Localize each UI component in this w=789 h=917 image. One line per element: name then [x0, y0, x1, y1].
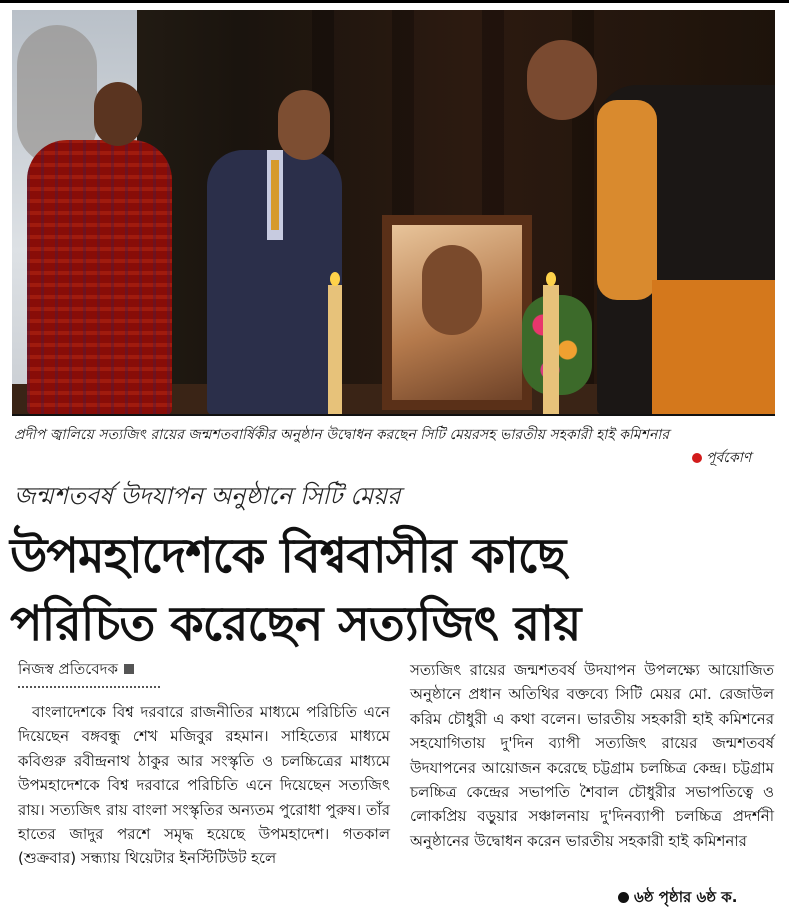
portrait-face — [422, 245, 482, 335]
article-column-right: সত্যজিৎ রায়ের জন্মশতবর্ষ উদযাপন উপলক্ষ্যে আয়োজিত অনুষ্ঠানে প্রধান অতিথির বক্তব্যে সিটি মেয়র মো. রেজাউল করিম চৌধুরী এ কথা বলেন। ভারতীয় সহকারী হাই কমিশনের সহযোগিতায় দু'দিন ব্যাপী সত্যজিৎ রায়ের জন্মশতবর্ষ উদযাপনের আয়োজন করেছে চট্টগ্রাম চলচ্চিত্র কেন্দ্র। চট্টগ্রাম চলচ্চিত্র কেন্দ্রের সভাপতি শৈবাল চৌধুরীর সভাপতিত্বে ও লোকপ্রিয় বড়ুয়ার সঞ্চালনায় দু'দিনব্যাপী চলচ্চিত্র প্রদর্শনী অনুষ্ঠানের উদ্বোধন করেন ভারতীয় সহকারী হাই কমিশনার — [410, 661, 774, 850]
continuation-marker — [618, 886, 737, 911]
person-center-tie — [271, 160, 279, 230]
bullet-icon — [618, 892, 629, 903]
person-right-sleeve — [597, 100, 657, 300]
photo-border — [12, 414, 775, 416]
photo-caption: প্রদীপ জ্বালিয়ে সত্যজিৎ রায়ের জন্মশতবার্ষিকীর অনুষ্ঠান উদ্বোধন করছেন সিটি মেয়রসহ ভারতীয় সহকারী হাই কমিশনার — [14, 427, 670, 443]
person-left-head — [94, 82, 142, 146]
person-right-kurta — [652, 280, 775, 414]
photo-credit-label: পূর্বকোণ — [706, 450, 752, 466]
candle-right — [543, 285, 559, 414]
byline — [18, 658, 134, 683]
kicker-headline: জন্মশতবর্ষ উদযাপন অনুষ্ঠানে সিটি মেয়র — [14, 482, 401, 510]
headline-line-2: পরিচিত করেছেন সত্যজিৎ রায় — [10, 596, 581, 652]
article-column-left: বাংলাদেশকে বিশ্ব দরবারে রাজনীতির মাধ্যমে পরিচিতি এনে দিয়েছেন বঙ্গবন্ধু শেখ মজিবুর রহমান। সাহিত্যের মাধ্যমে কবিগুরু রবীন্দ্রনাথ ঠাকুর আর সংস্কৃতি ও চলচ্চিত্রের মাধ্যমে উপমহাদেশকে বিশ্ব দরবারে পরিচিতি এনে দিয়েছেন সত্যজিৎ রায়। সত্যজিৎ রায় বাংলা সংস্কৃতির অন্যতম পুরোধা পুরুষ। তাঁর হাতের জাদুর পরশে সমৃদ্ধ হয়েছে উপমহাদেশ। গতকাল (শুক্রবার) সন্ধ্যায় থিয়েটার ইনস্টিটিউট হলে — [18, 703, 390, 868]
byline-text: নিজস্ব প্রতিবেদক — [18, 660, 119, 678]
person-center-head — [278, 90, 330, 160]
continuation-text: ৬ষ্ঠ পৃষ্ঠার ৬ষ্ঠ ক. — [634, 888, 738, 906]
photo-credit — [692, 446, 751, 470]
kurta-check-pattern — [27, 140, 172, 414]
flame-icon — [330, 272, 340, 286]
red-dot-icon — [692, 453, 702, 463]
headline-line-1: উপমহাদেশকে বিশ্ববাসীর কাছে — [10, 528, 566, 584]
person-right-head — [527, 40, 597, 120]
event-photo — [12, 10, 775, 414]
top-rule — [0, 0, 789, 3]
candle-left — [328, 285, 342, 414]
flame-icon — [546, 272, 556, 286]
byline-divider — [18, 686, 160, 688]
square-icon — [124, 664, 134, 674]
